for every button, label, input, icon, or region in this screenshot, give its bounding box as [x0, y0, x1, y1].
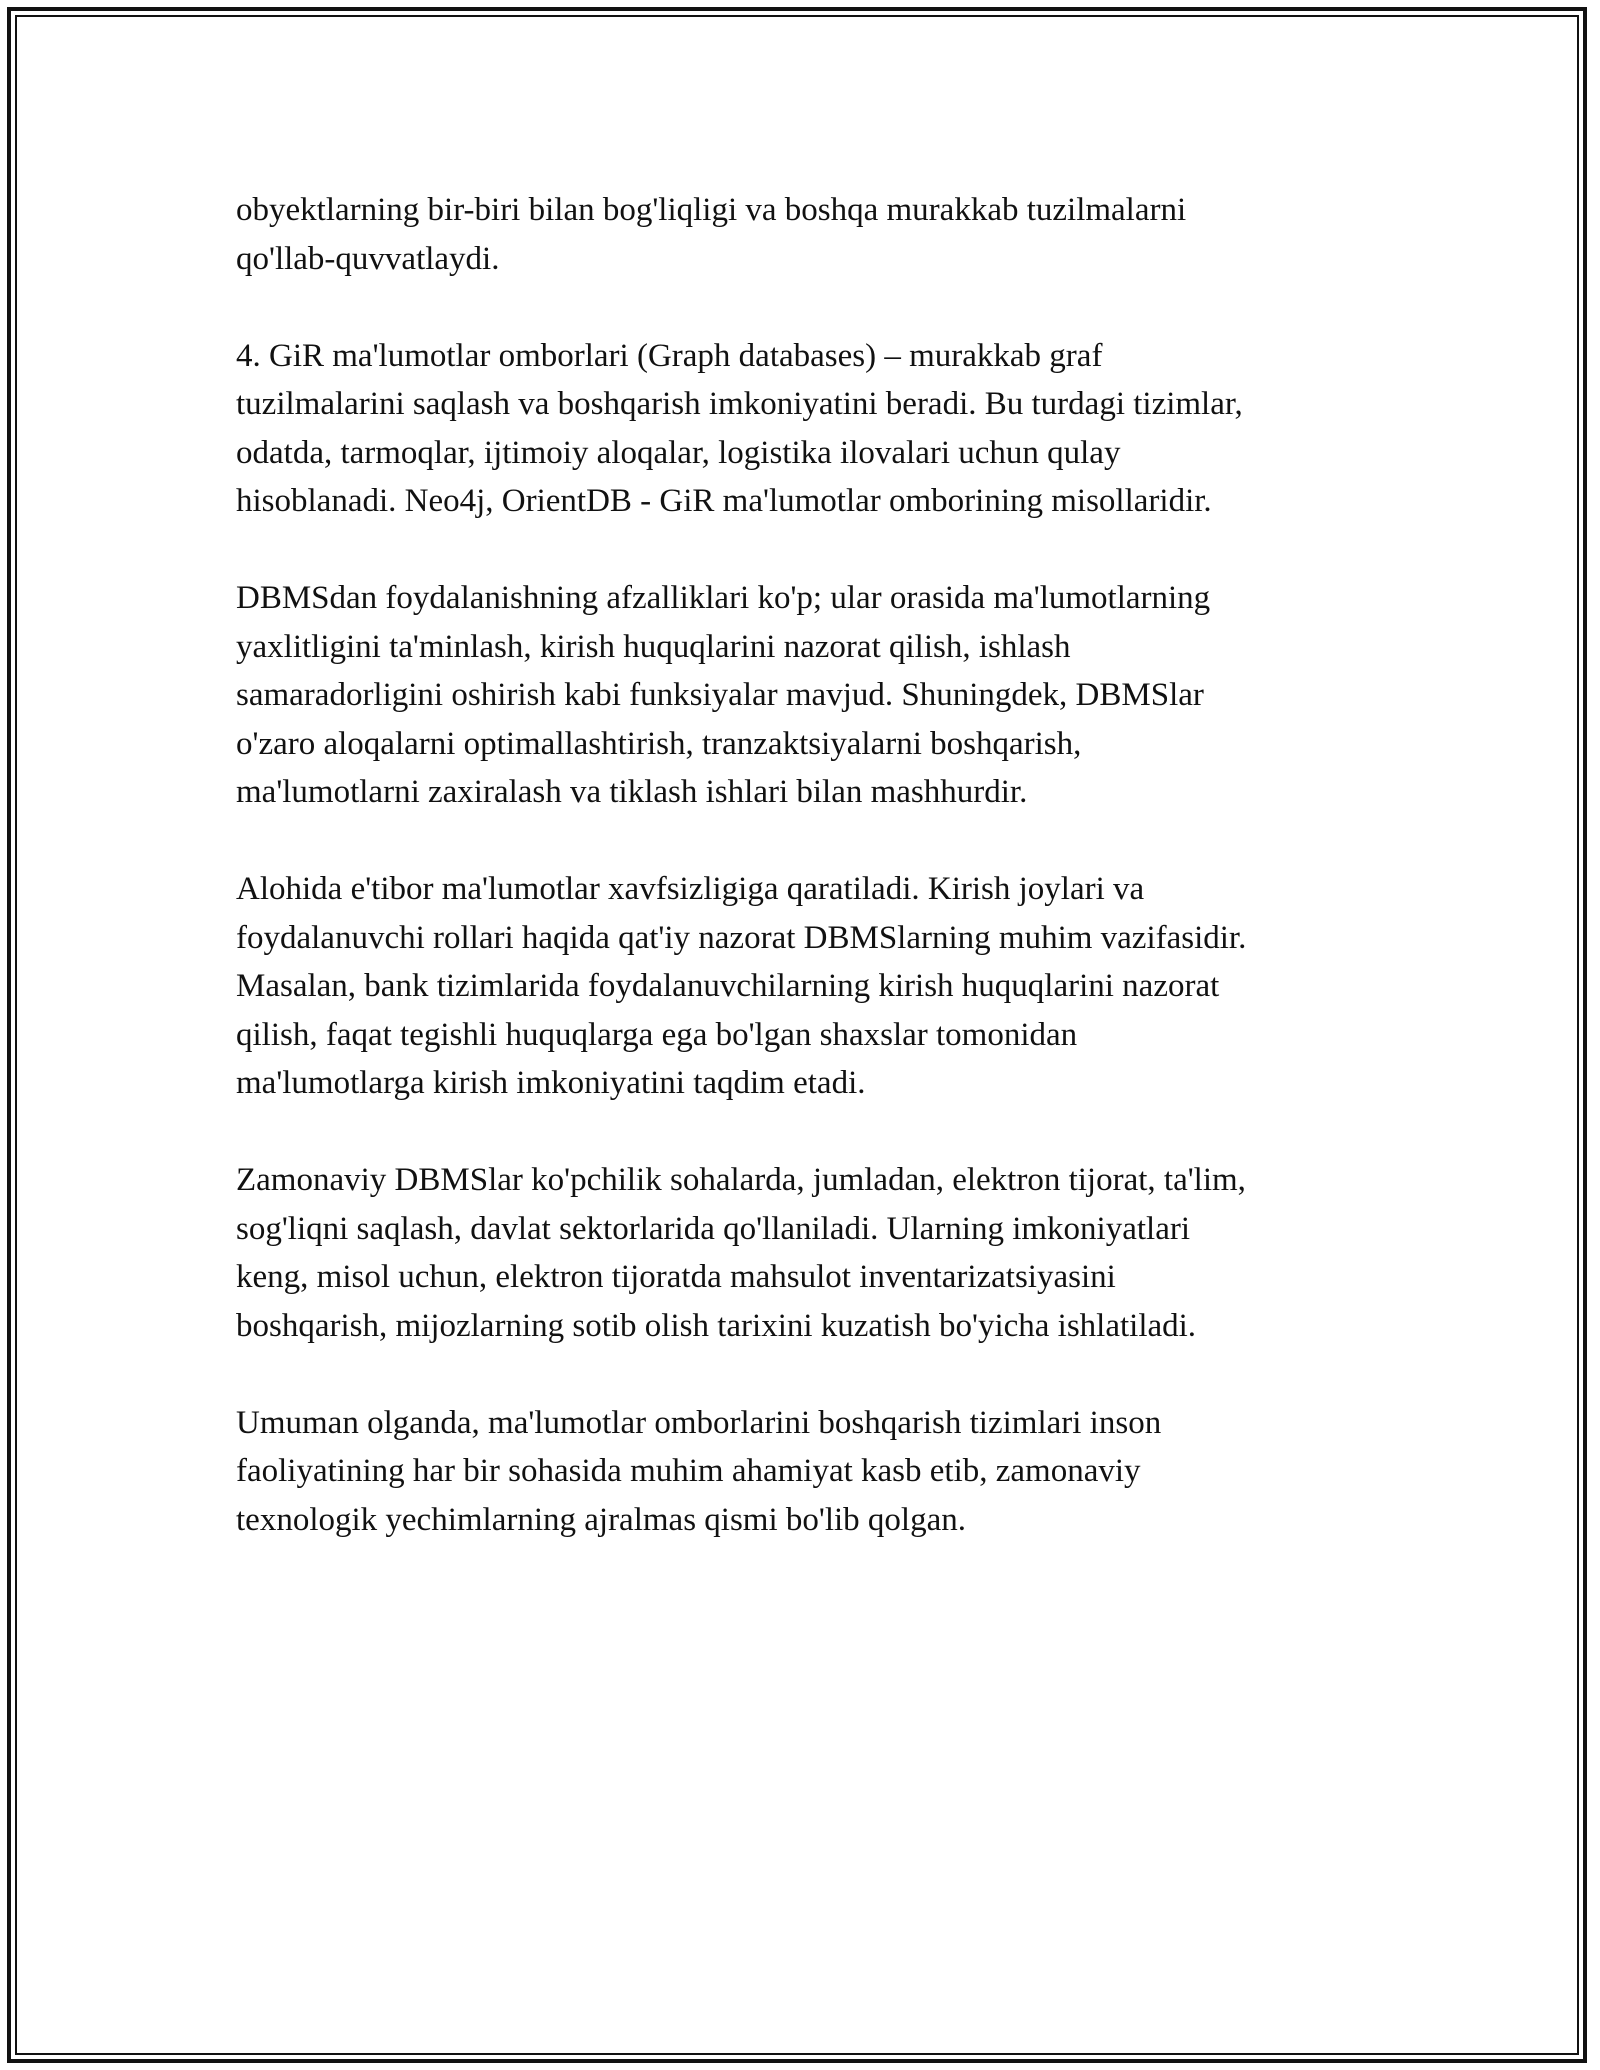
document-body — [236, 186, 1386, 1593]
text-line: ma'lumotlarga kirish imkoniyatini taqdim etadi. — [236, 1065, 866, 1101]
text-line: texnologik yechimlarning ajralmas qismi bo'lib qolgan. — [236, 1501, 966, 1538]
text-line: qilish, faqat tegishli huquqlarga ega bo'lgan shaxslar tomonidan — [236, 1016, 1078, 1053]
text-line: tuzilmalarini saqlash va boshqarish imkoniyatini beradi. Bu turdagi tizimlar, — [236, 386, 1243, 422]
paragraph-dbms-advantages — [236, 574, 1386, 817]
text-line: o'zaro aloqalarni optimallashtirish, tranzaktsiyalarni boshqarish, — [236, 725, 1082, 762]
paragraph-object-databases-continuation — [236, 186, 1386, 283]
text-line: faoliyatining har bir sohasida muhim ahamiyat kasb etib, zamonaviy — [236, 1453, 1141, 1489]
text-line: qo'llab-quvvatlaydi. — [236, 240, 500, 277]
paragraph-graph-databases — [236, 332, 1386, 526]
text-line: foydalanuvchi rollari haqida qat'iy nazorat DBMSlarning muhim vazifasidir. — [236, 919, 1247, 956]
text-line: samaradorligini oshirish kabi funksiyalar mavjud. Shuningdek, DBMSlar — [236, 677, 1204, 713]
text-line: Umuman olganda, ma'lumotlar omborlarini boshqarish tizimlari inson — [236, 1404, 1162, 1441]
text-line: obyektlarning bir-biri bilan bog'liqligi va boshqa murakkab tuzilmalarni — [236, 192, 1187, 228]
text-line: hisoblanadi. Neo4j, OrientDB - GiR ma'lumotlar omborining misollaridir. — [236, 483, 1212, 519]
text-line: odatda, tarmoqlar, ijtimoiy aloqalar, logistika ilovalari uchun qulay — [236, 434, 1121, 471]
text-line: Zamonaviy DBMSlar ko'pchilik sohalarda, jumladan, elektron tijorat, ta'lim, — [236, 1162, 1246, 1198]
paragraph-modern-dbms-usage — [236, 1156, 1386, 1350]
paragraph-conclusion — [236, 1399, 1386, 1545]
text-line: keng, misol uchun, elektron tijoratda mahsulot inventarizatsiyasini — [236, 1259, 1116, 1295]
text-line: DBMSdan foydalanishning afzalliklari ko'p; ular orasida ma'lumotlarning — [236, 580, 1211, 616]
text-line: ma'lumotlarni zaxiralash va tiklash ishlari bilan mashhurdir. — [236, 774, 1028, 810]
text-line: 4. GiR ma'lumotlar omborlari (Graph databases) – murakkab graf — [236, 337, 1103, 374]
paragraph-data-security — [236, 865, 1386, 1108]
text-line: Alohida e'tibor ma'lumotlar xavfsizligiga qaratiladi. Kirish joylari va — [236, 871, 1145, 907]
text-line: sog'liqni saqlash, davlat sektorlarida qo'llaniladi. Ularning imkoniyatlari — [236, 1210, 1191, 1247]
text-line: yaxlitligini ta'minlash, kirish huquqlarini nazorat qilish, ishlash — [236, 628, 1071, 665]
text-line: Masalan, bank tizimlarida foydalanuvchilarning kirish huquqlarini nazorat — [236, 968, 1220, 1004]
text-line: boshqarish, mijozlarning sotib olish tarixini kuzatish bo'yicha ishlatiladi. — [236, 1307, 1197, 1344]
